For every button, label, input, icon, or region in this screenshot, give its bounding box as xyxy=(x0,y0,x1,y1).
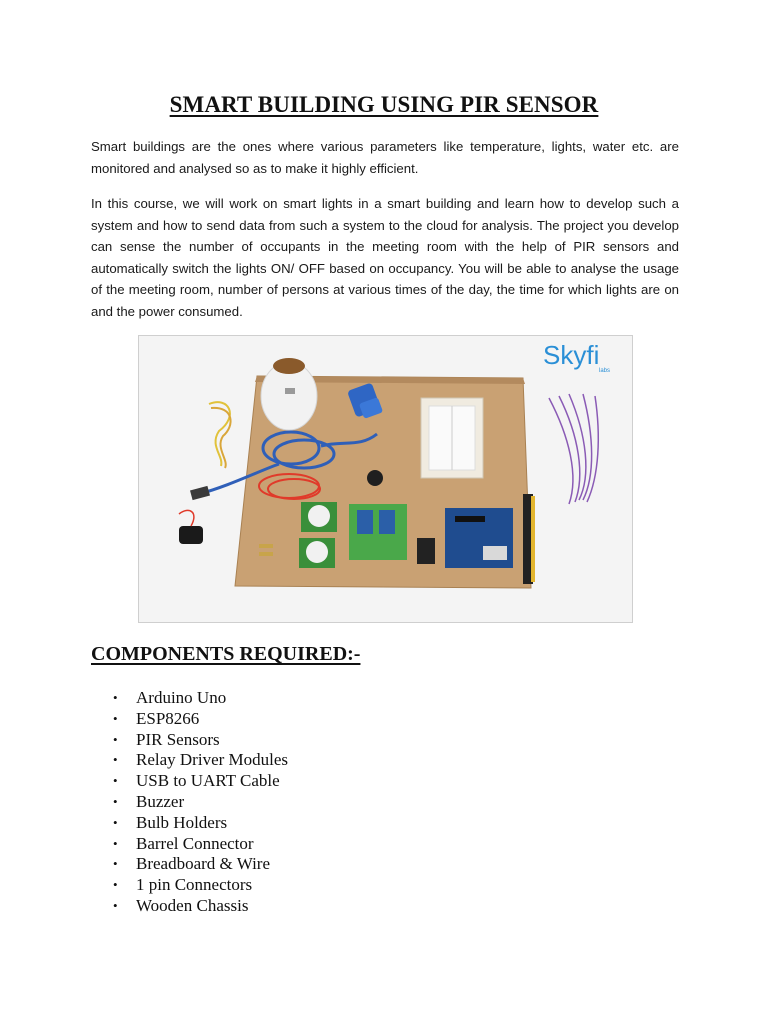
list-item xyxy=(113,854,288,875)
bullet: • xyxy=(113,856,118,872)
bullet: • xyxy=(113,752,118,768)
breadboard xyxy=(421,398,483,478)
bullet: • xyxy=(113,877,118,893)
components-heading: COMPONENTS REQUIRED:- xyxy=(91,643,361,665)
list-item xyxy=(113,875,288,896)
list-item-label: 1 pin Connectors xyxy=(136,875,253,895)
list-item-label: Arduino Uno xyxy=(136,688,227,707)
pir-sensor-2 xyxy=(299,538,335,568)
bullet: • xyxy=(113,773,118,789)
list-item-label: ESP8266 xyxy=(136,708,200,728)
list-item xyxy=(113,688,288,709)
bullet: • xyxy=(113,897,118,913)
components-list xyxy=(113,688,288,917)
skyfi-logo: Skyfi xyxy=(543,340,600,370)
list-item xyxy=(113,792,288,813)
skyfi-logo-sub: labs xyxy=(599,368,611,374)
arduino-uno xyxy=(445,508,513,568)
list-item-label: PIR Sensors xyxy=(136,729,220,749)
page-title: SMART BUILDING USING PIR SENSOR xyxy=(169,92,599,117)
buzzer xyxy=(367,470,383,486)
bullet: • xyxy=(113,835,118,851)
list-item xyxy=(113,750,288,771)
course-paragraph: In this course, we will work on smart lights in a smart building and learn how to develop such a system and how to send data from such a system to the cloud for analysis. The project you develop can sense the number of occupants in the meeting room with the help of PIR sensors and automatically switch the lights ON/ OFF based on occupancy. You will be able to analyse the usage of the meeting room, number of persons at various times of the day, the time for which lights are on and the power consumed. xyxy=(91,196,679,319)
esp8266-module xyxy=(417,538,435,564)
list-item-label: Breadboard & Wire xyxy=(136,854,271,874)
list-item xyxy=(113,896,288,917)
list-item-label: USB to UART Cable xyxy=(136,771,280,791)
list-item xyxy=(113,709,288,730)
bullet: • xyxy=(113,690,118,705)
components-kit-photo xyxy=(138,335,633,623)
relay-driver-module xyxy=(349,504,407,560)
list-item-label: Relay Driver Modules xyxy=(136,750,289,770)
list-item-label: Buzzer xyxy=(136,791,185,811)
intro-paragraph: Smart buildings are the ones where various parameters like temperature, lights, water etc. are monitored and analysed so as to make it highly efficient. xyxy=(91,139,679,176)
list-item xyxy=(113,771,288,792)
bullet: • xyxy=(113,731,118,747)
bullet: • xyxy=(113,814,118,830)
list-item xyxy=(113,834,288,855)
pir-sensor-1 xyxy=(301,502,337,532)
list-item-label: Bulb Holders xyxy=(136,812,228,832)
list-item-label: Barrel Connector xyxy=(136,833,254,853)
list-item xyxy=(113,730,288,751)
list-item xyxy=(113,813,288,834)
list-item-label: Wooden Chassis xyxy=(136,895,249,915)
bullet: • xyxy=(113,793,118,809)
bullet: • xyxy=(113,710,118,726)
